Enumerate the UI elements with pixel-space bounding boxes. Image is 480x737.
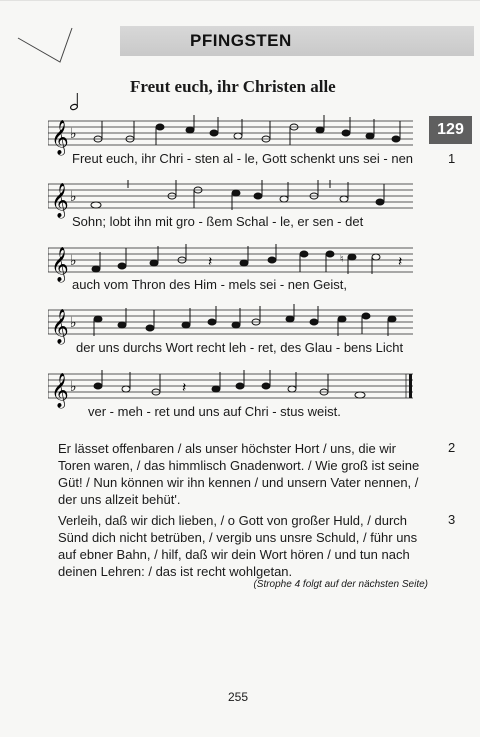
svg-text:♭: ♭ [70,126,77,142]
svg-text:♭: ♭ [70,253,77,269]
verse-3-line: Sünd dich nicht betrüben, / vergib uns unsre Schuld, / führ uns [58,530,418,545]
svg-text:♭: ♭ [70,189,77,205]
svg-text:♭: ♭ [70,315,77,331]
verse-2-line: der uns allzeit behüt'. [58,492,181,507]
lyric-line-5: ver - meh - ret und uns auf Chri - stus weist. [88,404,341,419]
section-title: PFINGSTEN [190,31,292,50]
verse-3-line: auf ebner Bahn, / hilf, daß wir dein Wort hören / und tun nach [58,547,410,562]
svg-text:♮: ♮ [340,254,344,265]
verse-2-line: Er lässet offenbaren / als unser höchster Hort / uns, die wir [58,441,396,456]
lyric-line-2: Sohn; lobt ihn mit gro - ßem Schal - le, er sen - det [72,214,364,229]
lyric-line-4: der uns durchs Wort recht leh - ret, des Glau - bens Licht [76,340,404,355]
section-header-bar [120,26,474,56]
svg-text:𝄞: 𝄞 [51,247,69,282]
verse-2-line: Toren waren, / das himmlisch Gnadenwort. / Wie groß ist seine [58,458,420,473]
svg-text:𝄞: 𝄞 [51,373,69,408]
lyric-line-3: auch vom Thron des Him - mels sei - nen Geist, [72,277,348,292]
svg-text:𝄞: 𝄞 [51,183,69,218]
svg-text:𝄽: 𝄽 [182,380,187,396]
svg-text:♭: ♭ [70,379,77,395]
verse-number-3: 3 [448,512,456,527]
svg-text:𝄞: 𝄞 [51,309,69,344]
verse-3-line: Verleih, daß wir dich lieben, / o Gott von großer Huld, / durch [58,513,408,528]
svg-text:𝄽: 𝄽 [398,254,403,270]
song-number-badge: 129 [429,116,472,144]
song-title: Freut euch, ihr Christen alle [130,77,336,96]
verse-2-text [58,440,438,508]
verse-3-text [58,512,438,580]
tempo-half-note-icon [70,92,82,112]
svg-text:𝄽: 𝄽 [208,254,213,270]
verse-number-2: 2 [448,440,456,455]
svg-text:𝄞: 𝄞 [51,120,69,155]
verse-2-line: Güt! / Nun können wir ihn kennen / und unsern Vater nennen, / [58,475,419,490]
verse-number-1: 1 [448,151,456,166]
lyric-line-1: Freut euch, ihr Chri - sten al - le, Gott schenkt uns sei - nen [72,151,414,166]
verse-3-line: deinen Lehren: / das ist recht wohlgetan. [58,564,293,579]
page-number: 255 [228,690,249,704]
continuation-note: (Strophe 4 folgt auf der nächsten Seite) [253,579,428,590]
